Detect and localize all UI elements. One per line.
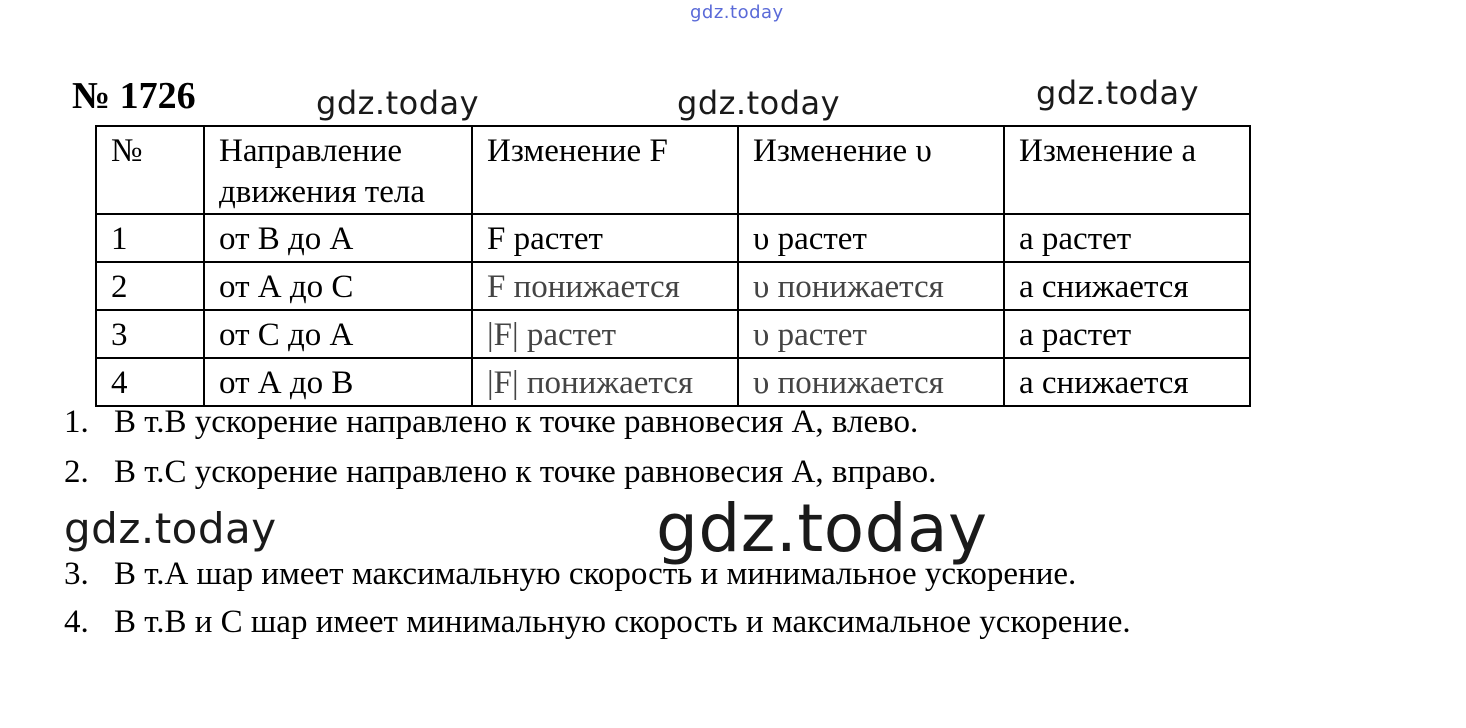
answer-table [95, 125, 1251, 407]
table-cell: υ растет [738, 310, 1004, 358]
list-item-number: 4. [64, 604, 89, 640]
list-item-text: В т.А шар имеет максимальную скорость и минимальное ускорение. [114, 556, 1077, 592]
list-item-text: В т.В и С шар имеет минимальную скорость и максимальное ускорение. [114, 604, 1131, 640]
list-item [64, 404, 918, 441]
list-item [64, 454, 936, 491]
table-cell: от А до С [204, 262, 472, 310]
list-item-text: В т.С ускорение направлено к точке равновесия А, вправо. [114, 454, 937, 490]
table-row [96, 358, 1250, 406]
table-cell: |F| растет [472, 310, 738, 358]
list-item-number: 2. [64, 454, 89, 490]
watermark: gdz.today [316, 84, 480, 122]
table-cell: a снижается [1004, 358, 1250, 406]
table-cell: a снижается [1004, 262, 1250, 310]
header-cell-force: Изменение F [472, 126, 738, 214]
watermark: gdz.today [1036, 74, 1200, 112]
header-cell-acceleration: Изменение a [1004, 126, 1250, 214]
header-cell-number: № [96, 126, 204, 214]
table-cell: a растет [1004, 310, 1250, 358]
table-cell: υ растет [738, 214, 1004, 262]
table-cell: от С до А [204, 310, 472, 358]
list-item-number: 1. [64, 404, 89, 440]
table-row [96, 214, 1250, 262]
watermark-large: gdz.today [656, 490, 988, 567]
task-number: № 1726 [72, 75, 196, 117]
table-row [96, 310, 1250, 358]
list-item-number: 3. [64, 556, 89, 592]
table-cell: 2 [96, 262, 204, 310]
table-row [96, 262, 1250, 310]
table-cell: υ понижается [738, 358, 1004, 406]
table-cell: a растет [1004, 214, 1250, 262]
header-cell-velocity: Изменение υ [738, 126, 1004, 214]
table-cell: F растет [472, 214, 738, 262]
table-header-row [96, 126, 1250, 214]
table-cell: 4 [96, 358, 204, 406]
table-cell: от В до А [204, 214, 472, 262]
header-cell-direction [204, 126, 472, 214]
table-cell: |F| понижается [472, 358, 738, 406]
table-cell: F понижается [472, 262, 738, 310]
header-direction-line1: Направление [219, 133, 403, 169]
table-cell: υ понижается [738, 262, 1004, 310]
table-cell: от А до В [204, 358, 472, 406]
watermark: gdz.today [64, 504, 277, 553]
header-direction-line2: движения тела [219, 174, 425, 210]
watermark-top: gdz.today [690, 2, 784, 23]
table-cell: 3 [96, 310, 204, 358]
list-item-text: В т.В ускорение направлено к точке равновесия А, влево. [114, 404, 919, 440]
table-cell: 1 [96, 214, 204, 262]
watermark: gdz.today [677, 84, 841, 122]
list-item [64, 604, 1131, 641]
